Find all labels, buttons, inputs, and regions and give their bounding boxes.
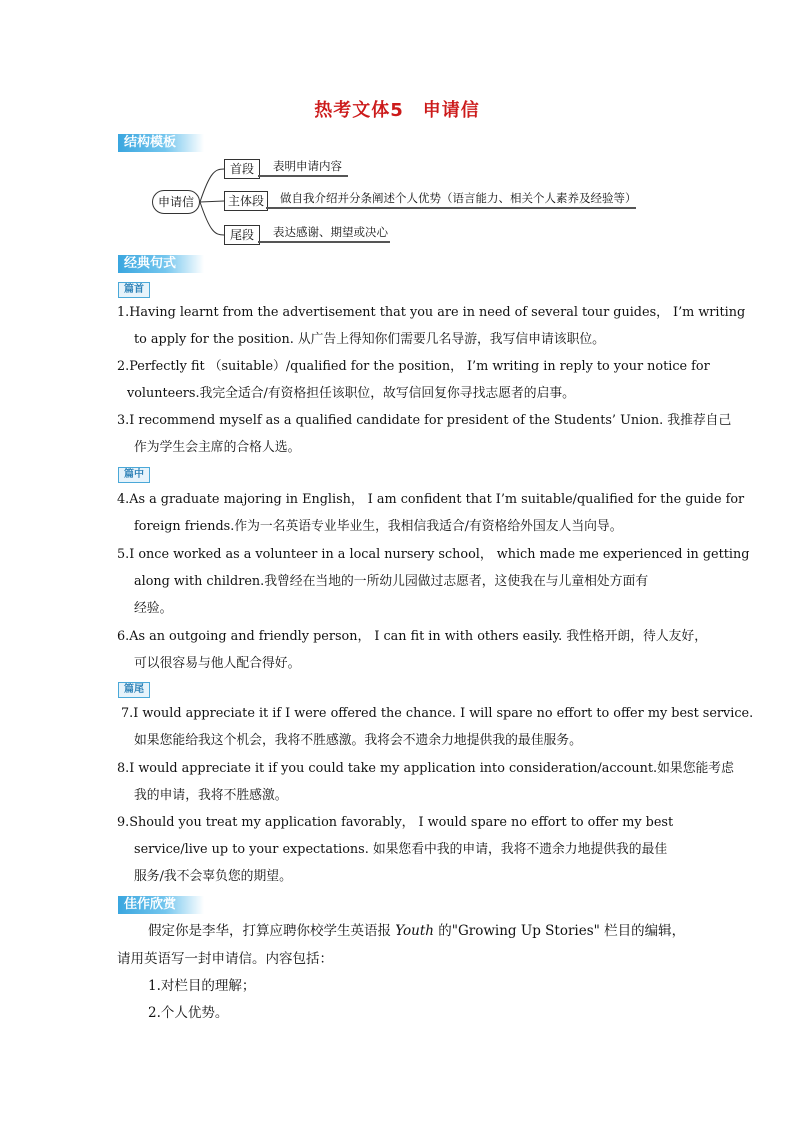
section-banner-sentences: 经典句式	[118, 255, 204, 273]
mindmap-branch-body: 主体段	[224, 191, 268, 211]
mindmap-desc-body: 做自我介绍并分条阐述个人优势（语言能力、相关个人素养及经验等）	[280, 191, 637, 205]
sentence-line: 9.Should you treat my application favorably， I would spare no effort to offer my best	[117, 815, 674, 830]
mindmap-branch-ending: 尾段	[224, 225, 260, 245]
section-banner-sample: 佳作欣赏	[118, 896, 204, 914]
mindmap-branch-opening: 首段	[224, 159, 260, 179]
sentence-line: 5.I once worked as a volunteer in a local nursery school， which made me experienced in getting	[117, 547, 750, 562]
mindmap-underline	[258, 241, 390, 243]
sentence-line: volunteers.我完全适合/有资格担任该职位，故写信回复你寻找志愿者的启事。	[127, 386, 575, 401]
sample-list-item: 2.个人优势。	[148, 1005, 229, 1021]
sample-prompt-line: 请用英语写一封申请信。内容包括：	[117, 951, 333, 967]
structure-mindmap	[150, 152, 650, 248]
sentence-line: 作为学生会主席的合格人选。	[134, 440, 301, 455]
mindmap-root: 申请信	[152, 190, 200, 214]
sentence-line: foreign friends.作为一名英语专业毕业生，我相信我适合/有资格给外国友人当向导。	[134, 519, 623, 534]
mindmap-underline	[266, 207, 636, 209]
sentence-line: 2.Perfectly fit （suitable）/qualified for the position， I’m writing in reply to your notice for	[117, 359, 710, 374]
sample-text: 假定你是李华，打算应聘你校学生英语报	[148, 923, 396, 939]
mindmap-underline	[258, 175, 348, 177]
sentence-line: 3.I recommend myself as a qualified candidate for president of the Students’ Union. 我推荐自己	[117, 413, 732, 428]
sentence-line: 服务/我不会辜负您的期望。	[134, 869, 292, 884]
sample-list-item: 1.对栏目的理解；	[148, 978, 256, 994]
section-banner-structure: 结构模板	[118, 134, 204, 152]
sentence-line: along with children.我曾经在当地的一所幼儿园做过志愿者，这使我在与儿童相处方面有	[134, 574, 649, 589]
mindmap-desc-opening: 表明申请内容	[273, 159, 342, 173]
sentence-line: 我的申请，我将不胜感激。	[134, 788, 288, 803]
newspaper-name: Youth	[395, 923, 434, 939]
sentence-line: 8.I would appreciate it if you could take my application into consideration/account.如果您能考虑	[117, 761, 734, 776]
sentence-line: 经验。	[134, 601, 173, 616]
sentence-line: service/live up to your expectations. 如果您看中我的申请，我将不遗余力地提供我的最佳	[134, 842, 668, 857]
sentence-line: 4.As a graduate majoring in English， I am confident that I’m suitable/qualified for the guide for	[117, 492, 745, 507]
sentence-line: 如果您能给我这个机会，我将不胜感激。我将会不遗余力地提供我的最佳服务。	[134, 733, 582, 748]
tag-ending: 篇尾	[118, 682, 150, 698]
mindmap-desc-ending: 表达感谢、期望或决心	[273, 225, 388, 239]
sample-prompt-line	[148, 922, 685, 940]
sample-text: 的"Growing Up Stories" 栏目的编辑，	[433, 923, 686, 939]
sentence-line: 1.Having learnt from the advertisement that you are in need of several tour guides， I’m writing	[117, 305, 746, 320]
sentence-line: 7.I would appreciate it if I were offered the chance. I will spare no effort to offer my best service.	[121, 706, 754, 721]
page-title: 热考文体5 申请信	[314, 100, 480, 121]
sentence-line: to apply for the position. 从广告上得知你们需要几名导游，我写信申请该职位。	[134, 332, 605, 347]
sentence-line: 可以很容易与他人配合得好。	[134, 656, 301, 671]
tag-opening: 篇首	[118, 282, 150, 298]
tag-body: 篇中	[118, 467, 150, 483]
sentence-line: 6.As an outgoing and friendly person， I can fit in with others easily. 我性格开朗，待人友好，	[117, 629, 708, 644]
